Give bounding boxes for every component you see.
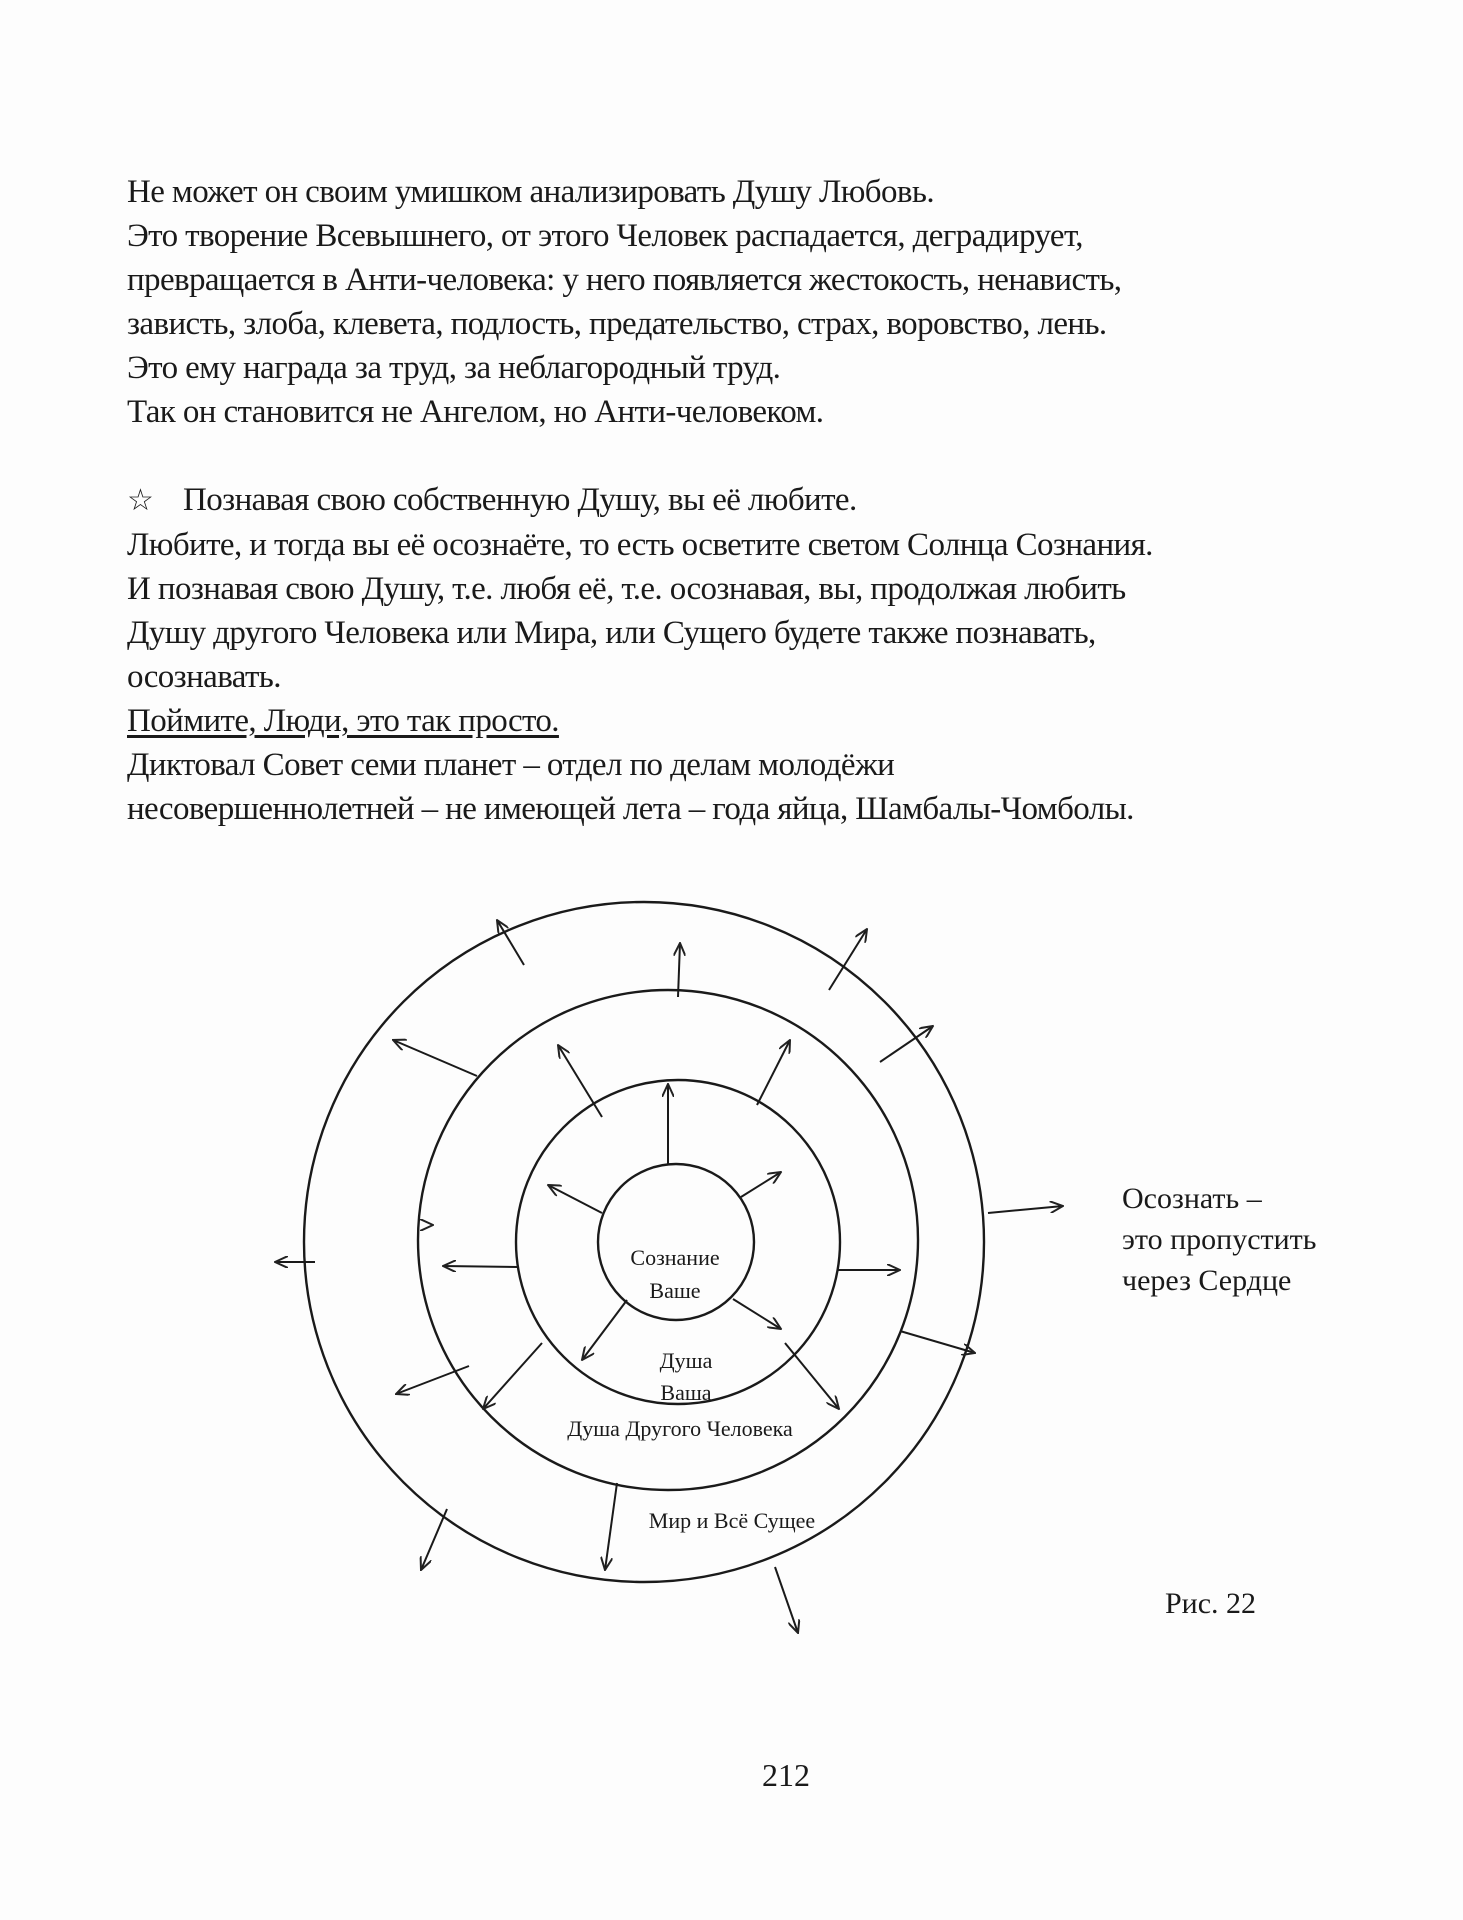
text-line: зависть, злоба, клевета, подлость, предательство, страх, воровство, лень.: [127, 306, 1107, 342]
label-consciousness-2: Ваше: [649, 1278, 701, 1303]
side-note-line: Осознать –: [1122, 1182, 1262, 1215]
text-line: Так он становится не Ангелом, но Анти-человеком.: [127, 394, 824, 430]
side-note-line: через Сердце: [1122, 1264, 1292, 1297]
text-line: осознавать.: [127, 659, 281, 695]
text-line: И познавая свою Душу, т.е. любя её, т.е. осознавая, вы, продолжая любить: [127, 571, 1126, 607]
text-line: Это творение Всевышнего, от этого Человек распадается, деградирует,: [127, 218, 1083, 254]
underlined-text-line: Поймите, Люди, это так просто.: [127, 703, 559, 739]
text-line: несовершеннолетней – не имеющей лета – года яйца, Шамбалы-Чомболы.: [127, 791, 1134, 827]
page-number: 212: [762, 1757, 810, 1793]
label-your-soul-2: Ваша: [660, 1380, 712, 1405]
circle-world: [304, 902, 984, 1582]
text-line: Душу другого Человека или Мира, или Сущего будете также познавать,: [127, 615, 1096, 651]
text-line: Познавая свою собственную Душу, вы её любите.: [183, 482, 857, 518]
figure-caption: Рис. 22: [1165, 1587, 1257, 1620]
text-line: превращается в Анти-человека: у него появляется жестокость, ненависть,: [127, 262, 1122, 298]
text-line: Любите, и тогда вы её осознаёте, то есть осветите светом Солнца Сознания.: [127, 527, 1153, 563]
side-note-line: это пропустить: [1122, 1223, 1317, 1256]
side-note: [1122, 1178, 1316, 1301]
label-your-soul-1: Душа: [659, 1348, 713, 1373]
label-consciousness-1: Сознание: [630, 1245, 720, 1270]
label-other-soul: Душа Другого Человека: [567, 1416, 793, 1441]
text-line: Диктовал Совет семи планет – отдел по делам молодёжи: [127, 747, 895, 783]
text-line: Это ему награда за труд, за неблагородный труд.: [127, 350, 781, 386]
text-line: Не может он своим умишком анализировать Душу Любовь.: [127, 174, 934, 210]
star-icon: ☆: [127, 484, 154, 517]
circle-other-soul: [418, 990, 918, 1490]
label-world: Мир и Всё Сущее: [648, 1508, 816, 1533]
